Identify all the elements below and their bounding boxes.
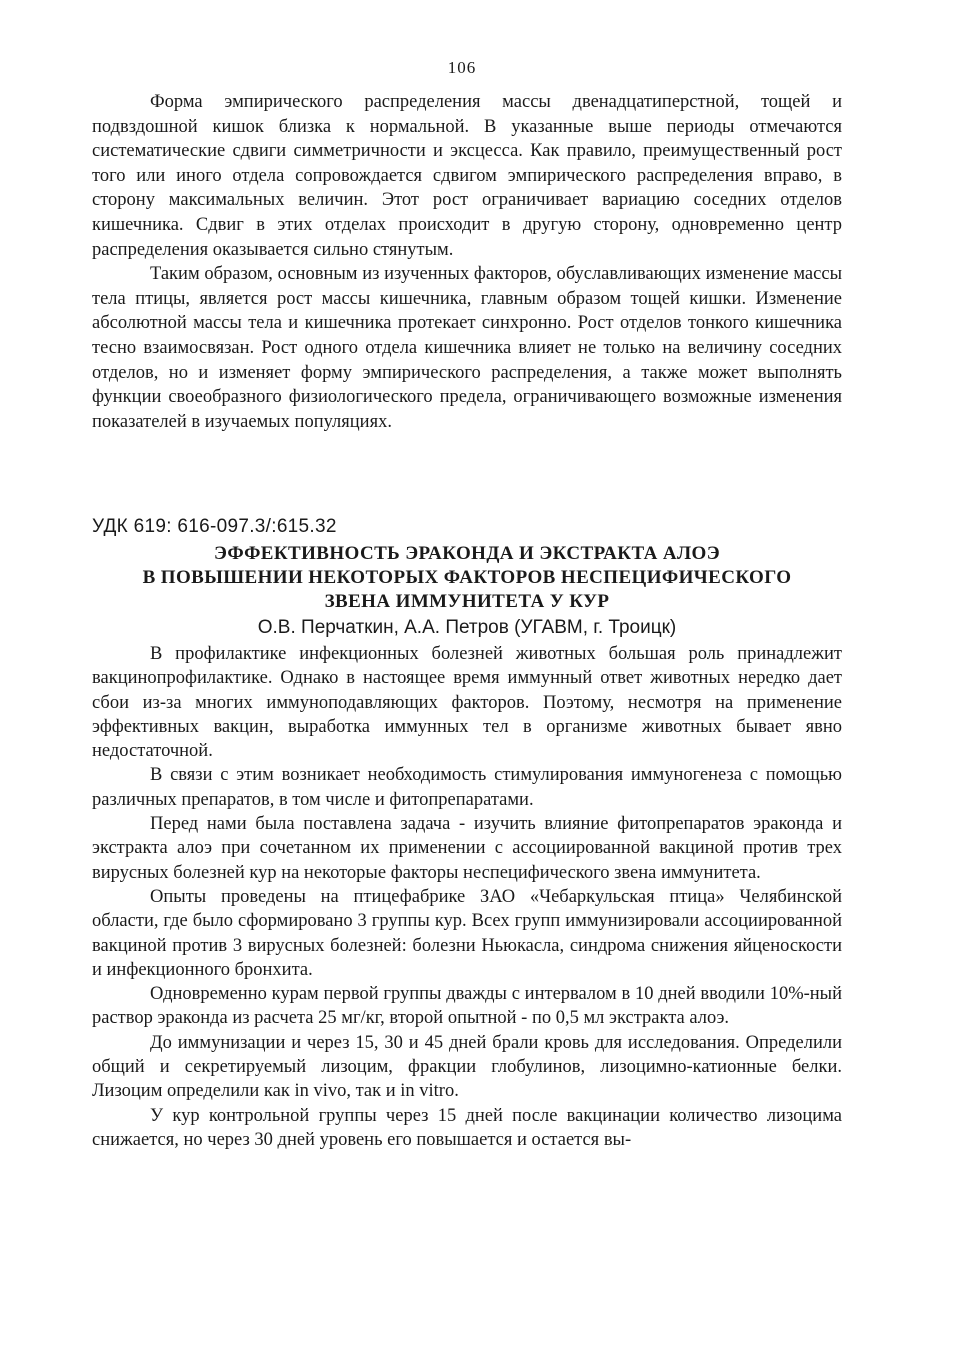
udc-code: УДК 619: 616-097.3/:615.32 <box>92 516 337 537</box>
paragraph: Форма эмпирического распределения массы двенадцатиперстной, тощей и подвздошной кишок близка к нормальной. В указанные выше периоды отмечаются систематические сдвиги симметричности и эксцесса. Как правило, преимущественный рост того или иного отдела сопровождается сдвигом эмпирического распределения вправо, в сторону максимальных величин. Этот рост ограничивает вариацию соседних отделов кишечника. Сдвиг в этих отделах происходит в другую сторону, одновременно центр распределения оказывается сильно стянутым. <box>92 92 842 260</box>
page-number: 106 <box>447 58 477 77</box>
paragraph: Перед нами была поставлена задача - изучить влияние фитопрепаратов эраконда и экстракта алоэ при сочетанном их применении с ассоциированной вакциной против трех вирусных болезней кур на некоторые факторы неспецифического звена иммунитета. <box>92 814 842 883</box>
paragraph: Опыты проведены на птицефабрике ЗАО «Чебаркульская птица» Челябинской области, где было сформировано 3 группы кур. Всех групп иммунизировали ассоциированной вакциной против 3 вирусных болезней: болезни Ньюкасла, синдрома снижения яйценоскости и инфекционного бронхита. <box>92 886 842 980</box>
paragraph: Таким образом, основным из изученных факторов, обуславливающих изменение массы тела птицы, является рост массы кишечника, главным образом тощей кишки. Изменение абсолютной массы тела и кишечника протекает синхронно. Рост отделов тонкого кишечника тесно взаимосвязан. Рост одного отдела кишечника влияет не только на величину соседних отделов, но и изменяет форму эмпирического распределения, а также может выполнять функции своеобразного физиологического предела, ограничивающего возможные изменения показателей в изучаемых популяциях. <box>92 264 842 432</box>
section-one-text <box>92 90 842 434</box>
article-title <box>92 542 842 614</box>
article-body <box>92 642 842 1152</box>
paragraph: Одновременно курам первой группы дважды с интервалом в 10 дней вводили 10%-ный раствор эраконда из расчета 25 мг/кг, второй опытной - по 0,5 мл экстракта алоэ. <box>92 984 842 1029</box>
article-authors: О.В. Перчаткин, А.А. Петров (УГАВМ, г. Троицк) <box>257 617 677 638</box>
article-title-line: ЭФФЕКТИВНОСТЬ ЭРАКОНДА И ЭКСТРАКТА АЛОЭ <box>213 543 720 564</box>
article-title-line: В ПОВЫШЕНИИ НЕКОТОРЫХ ФАКТОРОВ НЕСПЕЦИФИЧЕСКОГО <box>142 567 792 588</box>
article-title-line: ЗВЕНА ИММУНИТЕТА У КУР <box>324 591 610 612</box>
paragraph: В профилактике инфекционных болезней животных большая роль принадлежит вакцинопрофилактике. Однако в настоящее время иммунный ответ животных нередко дает сбои из-за многих иммуноподавляющих факторов. Поэтому, несмотря на применение эффективных вакцин, выработка иммунных тел в организме животных бывает явно недостаточной. <box>92 644 842 762</box>
paragraph: В связи с этим возникает необходимость стимулирования иммуногенеза с помощью различных препаратов, в том числе и фитопрепаратами. <box>92 765 842 810</box>
paragraph: У кур контрольной группы через 15 дней после вакцинации количество лизоцима снижается, но через 30 дней уровень его повышается и остается вы- <box>92 1105 842 1150</box>
paragraph: До иммунизации и через 15, 30 и 45 дней брали кровь для исследования. Определили общий и секретируемый лизоцим, фракции глобулинов, лизоцимно-катионные белки. Лизоцим определили как in vivo, так и in vitro. <box>92 1032 842 1102</box>
